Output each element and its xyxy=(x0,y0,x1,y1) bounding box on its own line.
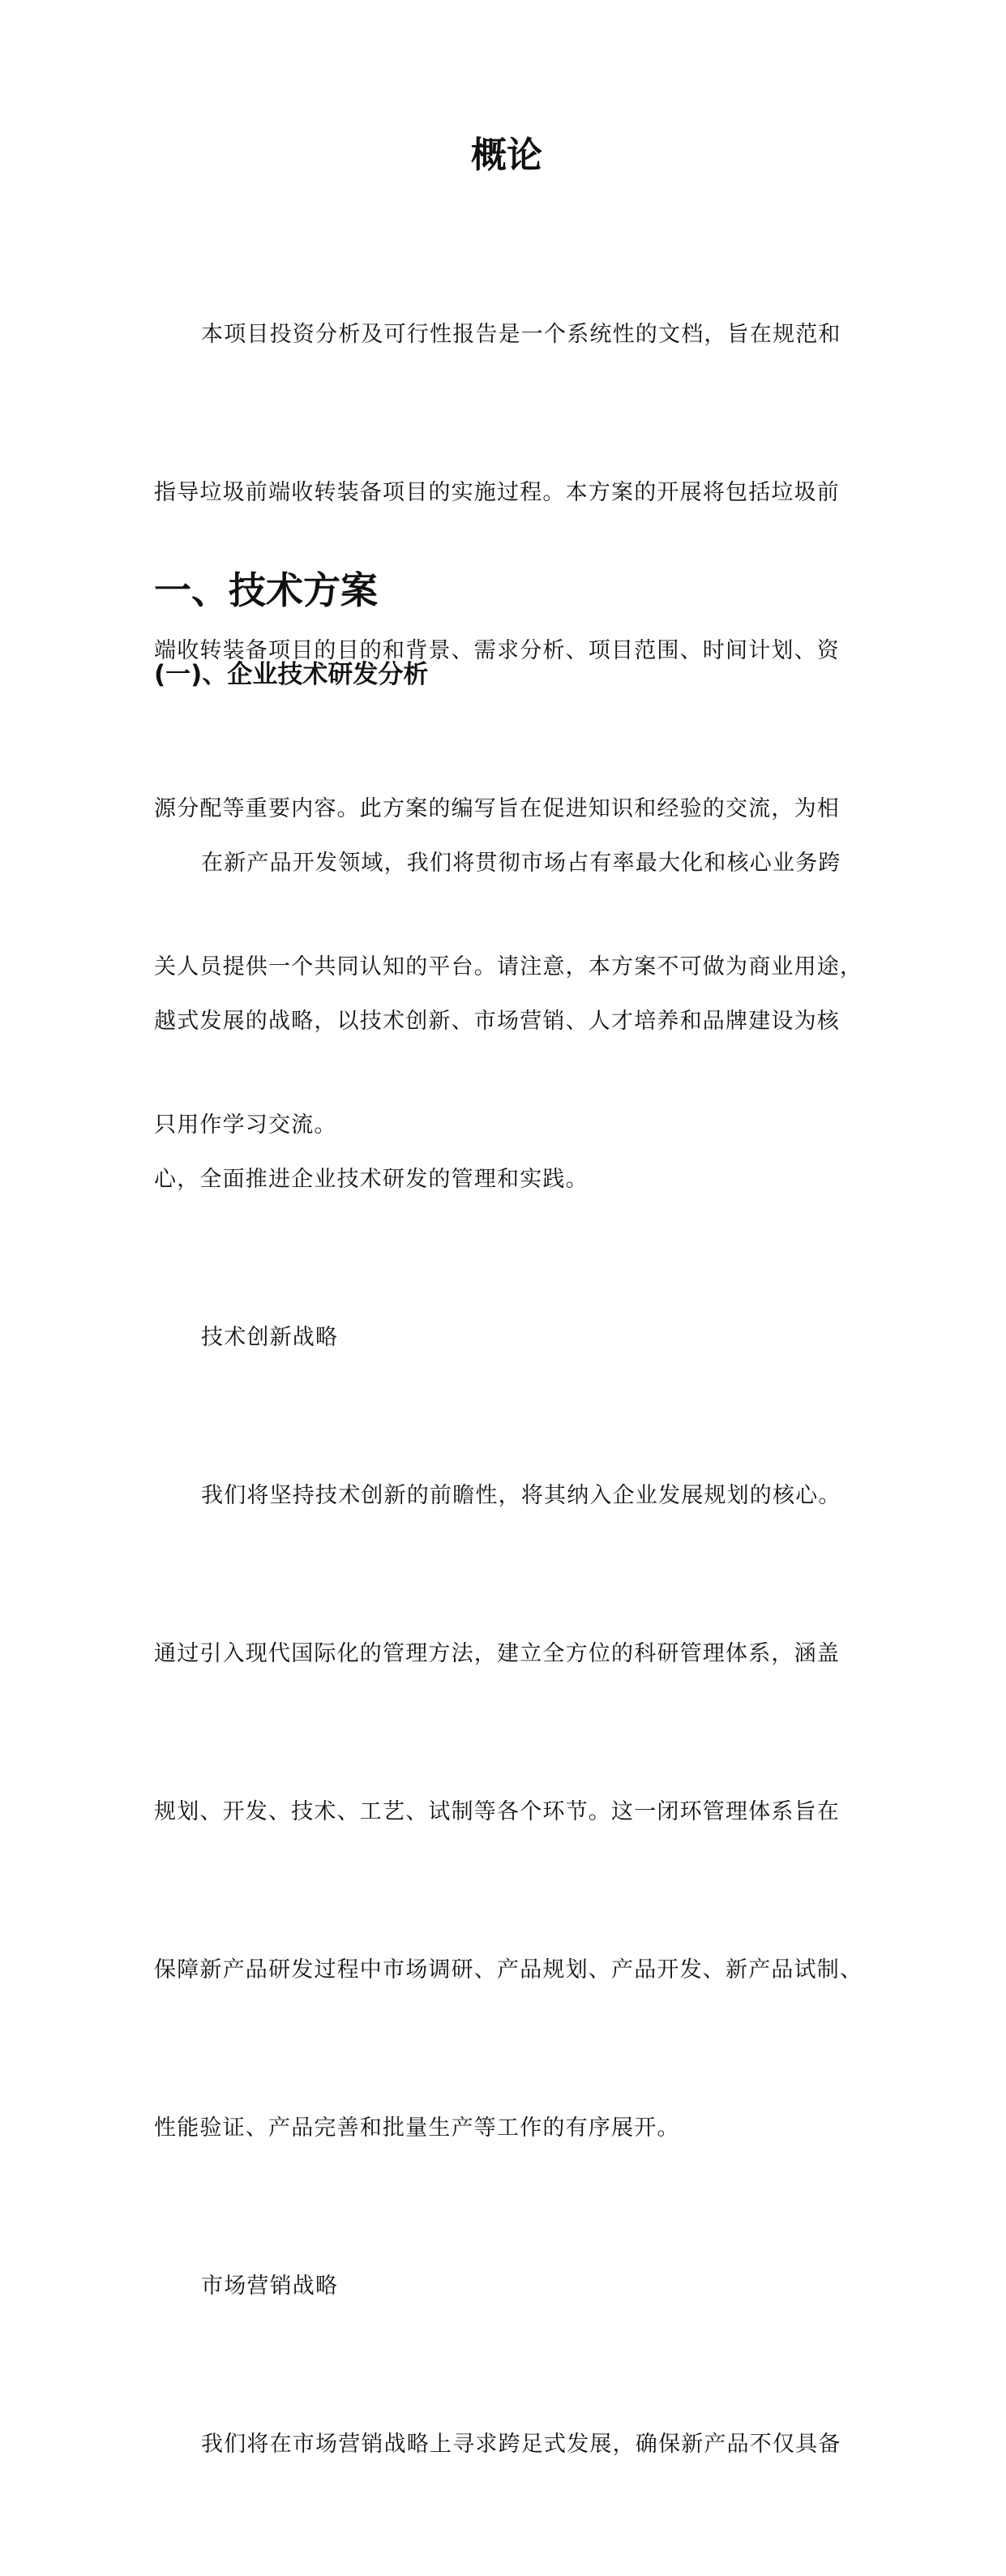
page-title: 概论 xyxy=(471,135,542,176)
intro-line: 只用作学习交流。 xyxy=(154,1112,337,1138)
body-line: 通过引入现代国际化的管理方法，建立全方位的科研管理体系，涵盖 xyxy=(154,1641,840,1666)
body-line: 保障新产品研发过程中市场调研、产品规划、产品开发、新产品试制、 xyxy=(154,1957,863,1982)
subsection-heading: (一)、企业技术研发分析 xyxy=(154,660,429,689)
intro-line: 源分配等重要内容。此方案的编写旨在促进知识和经验的交流，为相 xyxy=(154,796,840,821)
body-line: 我们将坚持技术创新的前瞻性，将其纳入企业发展规划的核心。 xyxy=(201,1483,841,1508)
body-paragraph xyxy=(154,731,867,2576)
body-line: 规划、开发、技术、工艺、试制等各个环节。这一闭环管理体系旨在 xyxy=(154,1799,840,1824)
body-line: 我们将在市场营销战略上寻求跨足式发展，确保新产品不仅具备 xyxy=(201,2432,841,2457)
section-heading: 一、技术方案 xyxy=(154,568,378,612)
body-line: 心，全面推进企业技术研发的管理和实践。 xyxy=(154,1167,589,1192)
intro-line: 本项目投资分析及可行性报告是一个系统性的文档，旨在规范和 xyxy=(201,322,841,347)
body-line: 越式发展的战略，以技术创新、市场营销、人才培养和品牌建设为核 xyxy=(154,1009,840,1034)
body-line: 在新产品开发领域，我们将贯彻市场占有率最大化和核心业务跨 xyxy=(201,851,841,876)
intro-line: 端收转装备项目的目的和背景、需求分析、项目范围、时间计划、资 xyxy=(154,638,840,663)
body-line: 性能验证、产品完善和批量生产等工作的有序展开。 xyxy=(154,2115,680,2141)
tech-strategy-label: 技术创新战略 xyxy=(201,1325,339,1350)
market-strategy-label: 市场营销战略 xyxy=(201,2274,339,2299)
intro-line: 指导垃圾前端收转装备项目的实施过程。本方案的开展将包括垃圾前 xyxy=(154,480,840,505)
intro-line: 关人员提供一个共同认知的平台。请注意，本方案不可做为商业用途， xyxy=(154,954,863,979)
